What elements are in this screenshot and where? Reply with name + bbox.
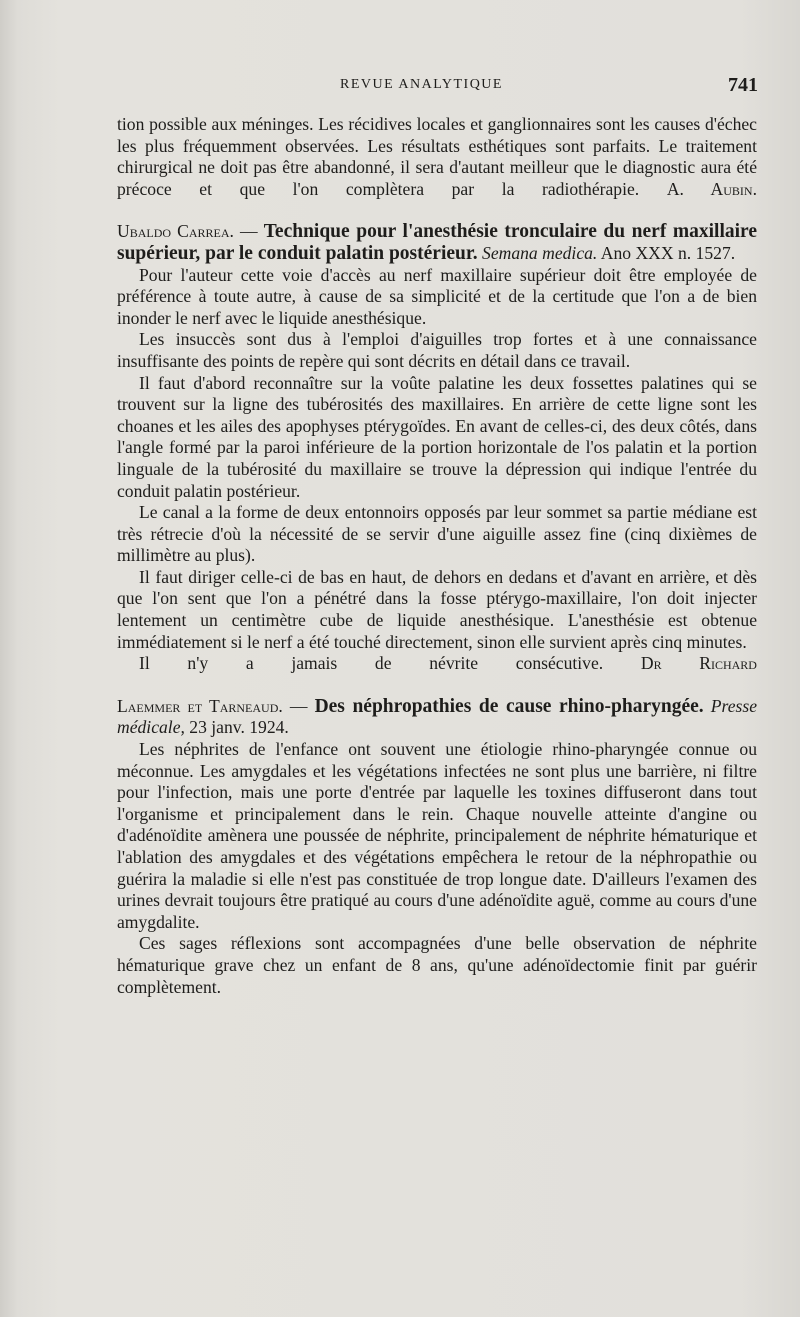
- author-signature: A. Aubin.: [666, 178, 757, 199]
- paragraph: [117, 653, 757, 675]
- article-authors: Ubaldo Carrea.: [117, 221, 234, 242]
- article-laemmer: [117, 696, 757, 998]
- article-heading: [117, 696, 757, 739]
- source-reference: Ano XXX n. 1527.: [597, 242, 736, 263]
- running-head: [0, 74, 800, 98]
- article-title: Technique pour l'anesthésie tronculaire du nerf maxillaire supérieur, par le conduit palatin postérieur.: [117, 221, 758, 264]
- paragraph: [117, 114, 757, 200]
- paragraph: Les insuccès sont dus à l'emploi d'aiguilles trop fortes et à une connaissance insuffisante des points de repère qui sont décrits en détail dans ce travail.: [117, 329, 757, 371]
- paragraph: Il faut d'abord reconnaître sur la voûte palatine les deux fossettes palatines qui se trouvent sur la ligne des tubérosités des maxillaires. En arrière de cette ligne sont les choanes et les ailes des apophyses ptérygoïdes. En avant de celles-ci, des deux côtés, dans l'angle formé par la paroi inférieure de la portion horizontale de l'os palatin et la portion linguale de la tubérosité du maxillaire se trouve la dépression qui indique l'entrée du conduit palatin postérieur.: [117, 372, 757, 501]
- journal-title: REVUE ANALYTIQUE: [340, 77, 503, 92]
- closing-sentence: Il n'y a jamais de névrite consécutive.: [139, 653, 604, 674]
- source-journal: Semana medica.: [482, 242, 598, 263]
- article-continuation: [117, 114, 757, 200]
- article-authors: Laemmer et Tarneaud.: [117, 695, 283, 716]
- paragraph: Il faut diriger celle-ci de bas en haut, de dehors en dedans et d'avant en arrière, et dès que l'on sent que l'on a pénétré dans la fosse ptérygo-maxillaire, l'on doit injecter lentement un centimètre cube de liquide anesthésique. L'anesthésie est obtenue immédiatement si le nerf a été touché directement, sinon elle survient après cinq minutes.: [117, 566, 757, 652]
- paragraph: Le canal a la forme de deux entonnoirs opposés par leur sommet sa partie médiane est très rétrecie d'où la nécessité de se servir d'une aiguille assez fine (cinq dixièmes de millimètre au plus).: [117, 502, 757, 566]
- article-heading: [117, 221, 757, 264]
- author-signature: Dr Richard: [640, 653, 757, 674]
- source-journal: Presse médicale,: [117, 695, 758, 738]
- text-column: [117, 114, 757, 998]
- heading-separator: —: [282, 695, 315, 716]
- page-number: 741: [728, 74, 758, 96]
- article-title: Des néphropathies de cause rhino-pharyngée.: [314, 695, 704, 717]
- paragraph: Les néphrites de l'enfance ont souvent une étiologie rhino-pharyngée connue ou méconnue. Les amygdales et les végétations infectées ne sont plus une barrière, ni filtre pour l'infection, mais une porte d'entrée par laquelle les toxines diffuseront dans tout l'organisme et principalement dans le rein. Chaque nouvelle atteinte d'angine ou d'adénoïdite amènera une poussée de néphrite, principalement de néphrite hématurique et l'ablation des amygdales et des végétations empêchera le retour de la néphropathie ou guérira la maladie si elle n'est pas constituée de trop longue date. D'ailleurs l'examen des urines devrait toujours être pratiqué au cours d'une adénoïdite aguë, comme au cours d'une amygdalite.: [117, 739, 757, 932]
- paragraph: Ces sages réflexions sont accompagnées d'une belle observation de néphrite hématurique grave chez un enfant de 8 ans, qu'une adénoïdectomie finit par guérir complètement.: [117, 933, 757, 997]
- paragraph-text: tion possible aux méninges. Les récidives locales et ganglionnaires sont les causes d'échec les plus fréquemment observées. Les résultats esthétiques sont parfaits. Le traitement chirurgical ne doit pas être abandonné, il sera d'autant meilleur que le diagnostic aura été précoce et que l'on complètera par la radiothérapie.: [117, 114, 757, 199]
- paragraph: Pour l'auteur cette voie d'accès au nerf maxillaire supérieur doit être employée de préférence à toute autre, à cause de sa simplicité et de la certitude que l'on a de bien inonder le nerf avec le liquide anesthésique.: [117, 264, 757, 328]
- article-carrea: [117, 221, 757, 674]
- heading-separator: —: [233, 221, 264, 242]
- source-reference: 23 janv. 1924.: [184, 717, 289, 738]
